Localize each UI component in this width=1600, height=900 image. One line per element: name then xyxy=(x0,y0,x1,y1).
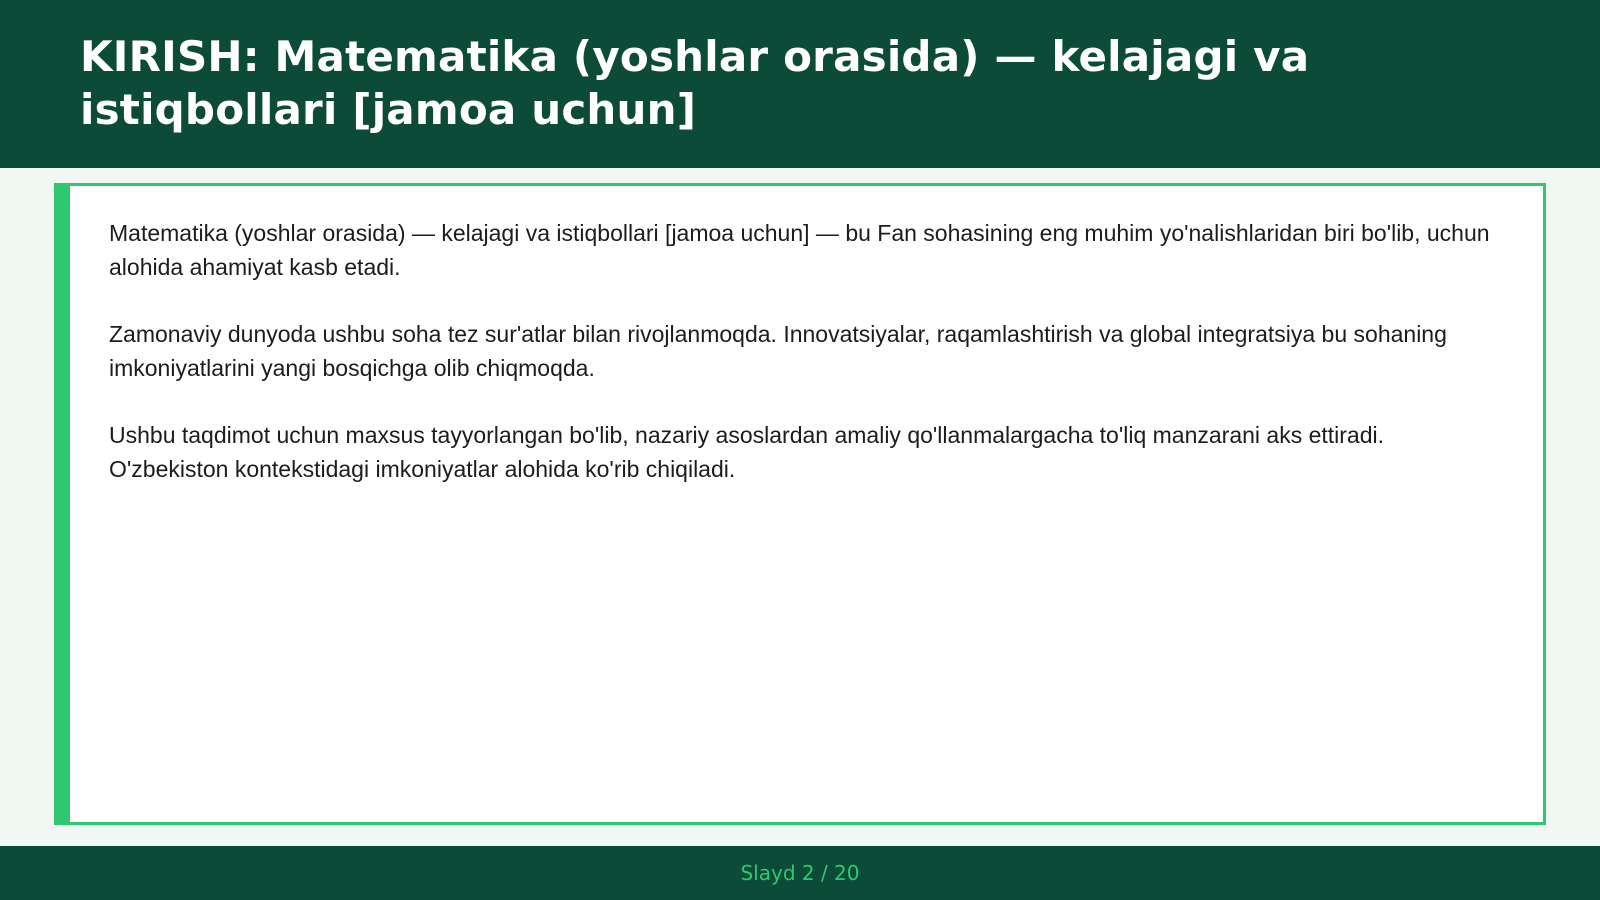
content-panel xyxy=(54,183,1546,825)
intro-paragraph: Matematika (yoshlar orasida) — kelajagi va istiqbollari [jamoa uchun] — bu Fan sohasining eng muhim yo'nalishlaridan biri bo'lib, uchun alohida ahamiyat kasb etadi. xyxy=(109,220,1490,280)
slide-footer xyxy=(0,846,1600,900)
slide-counter: Slayd 2 / 20 xyxy=(740,861,860,885)
slide-title: KIRISH: Matematika (yoshlar orasida) — kelajagi va istiqbollari [jamoa uchun] xyxy=(80,32,1310,134)
slide-header xyxy=(0,0,1600,168)
presentation-scope-paragraph: Ushbu taqdimot uchun maxsus tayyorlangan bo'lib, nazariy asoslardan amaliy qo'llanmalargacha to'liq manzarani aks ettiradi. O'zbekiston kontekstidagi imkoniyatlar alohida ko'rib chiqiladi. xyxy=(109,422,1385,482)
modern-world-paragraph: Zamonaviy dunyoda ushbu soha tez sur'atlar bilan rivojlanmoqda. Innovatsiyalar, raqamlashtirish va global integratsiya bu sohaning imkoniyatlarini yangi bosqichga olib chiqmoqda. xyxy=(109,321,1447,381)
